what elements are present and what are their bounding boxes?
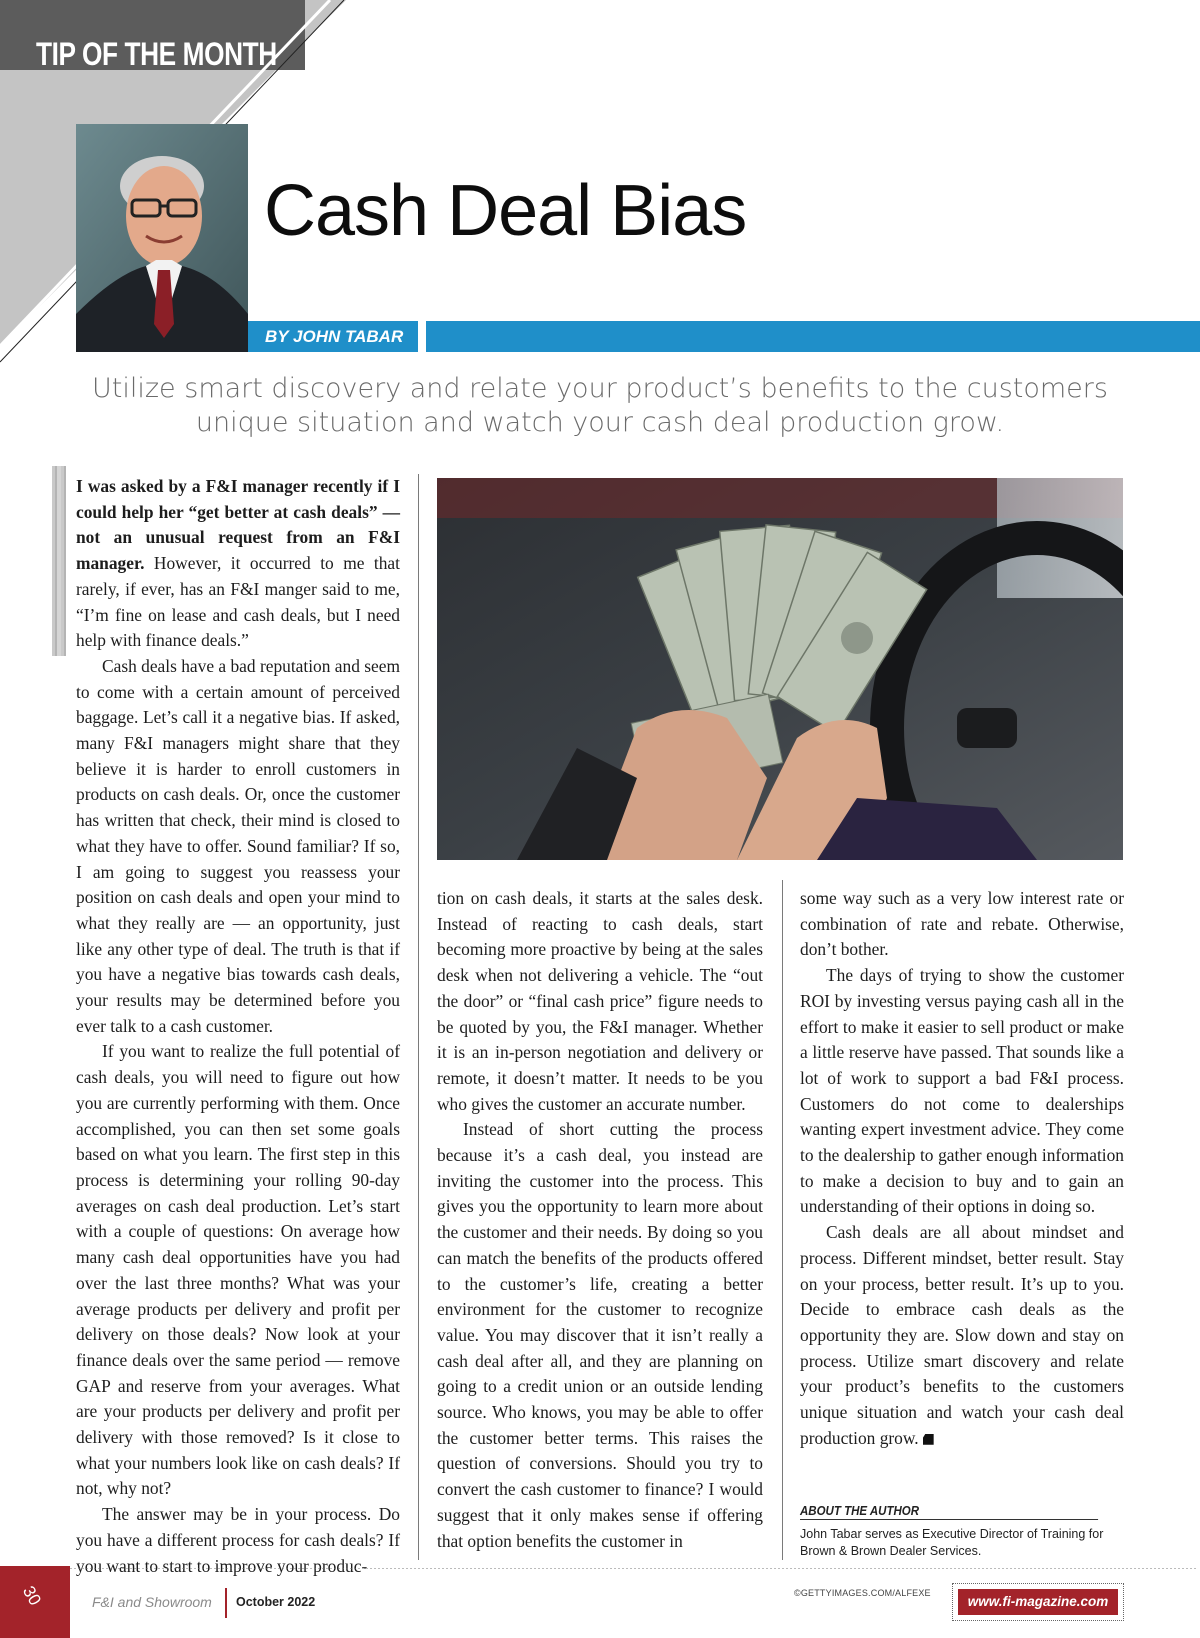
issue-date: October 2022 bbox=[236, 1595, 316, 1609]
paragraph: The answer may be in your process. Do you have a different process for cash deals? If you want to start to improve your produc- bbox=[76, 1504, 400, 1576]
lead-paragraph bbox=[76, 474, 400, 654]
footer-separator bbox=[225, 1588, 227, 1618]
paragraph: Cash deals have a bad reputation and seem to come with a certain amount of perceived baggage. Let’s call it a negative bias. If asked, many F&I managers might share that they believe it is harder to enroll customers in products on cash deals. Or, once the customer has written that check, their mind is closed to what they have to offer. Sound familiar? If so, I am going to suggest you reassess your position on cash deals and open your mind to what they really are — an opportunity, just like any other type of deal. The truth is that if you have a negative bias towards cash deals, your results may be determined before you ever talk to a cash customer. bbox=[76, 655, 400, 1036]
paragraph: If you want to realize the full potential of cash deals, you will need to figure out how you are currently performing with them. Once accomplished, you can then set some goals based on what you learn. The first step in this process is determining your rolling 90-day averages on cash deal production. Let’s start with a couple of questions: On average how many cash deal opportunities have you had over the last three months? What was your average products per delivery and profit per delivery on those deals? Now look at your finance deals over the same period — remove GAP and reserve from your averages. What are your products per delivery and profit per delivery with those removed? Is it close to what your numbers look like on cash deals? If not, why not? bbox=[76, 1041, 400, 1499]
paragraph: The days of trying to show the customer ROI by investing versus paying cash all in the effort to make it easier to sell product or make a little reserve have passed. That sounds like a lot of work to support a bad F&I process. Customers do not come to dealerships wanting expert investment advice. They come to the dealership to gather enough information to make a decision to buy and to gain an understanding of their options in doing so. bbox=[800, 965, 1124, 1217]
section-banner: TIP OF THE MONTH bbox=[36, 36, 277, 72]
closing-text: Cash deals are all about mindset and process. Different mindset, better result. Stay on your process, better result. It’s up to you. Decide to embrace cash deals as the opportunity they are. Slow down and stay on process. Utilize smart discovery and relate your product’s benefits to the customers unique situation and watch your cash deal production grow. bbox=[800, 1222, 1124, 1448]
lead-bold-text: I was asked by a F&I manager recently if I could help her “get better at cash deals” — not an unusual request from an F&I manager. bbox=[76, 476, 400, 574]
paragraph: some way such as a very low interest rate or combination of rate and rebate. Otherwise, don’t bother. bbox=[800, 888, 1124, 960]
column-divider bbox=[418, 474, 419, 1560]
deck-line-2: unique situation and watch your cash deal production grow. bbox=[195, 407, 1005, 438]
article-column-2 bbox=[437, 886, 763, 1554]
byline-accent-bar bbox=[426, 321, 1200, 352]
paragraph: Instead of short cutting the process because it’s a cash deal, you instead are inviting the customer into the process. This gives you the opportunity to learn more about the customer and their needs. By doing so you can match the benefits of the products offered to the customer’s life, creating a better environment for the customer to recognize value. You may discover that it isn’t really a cash deal after all, and they are planning on going to a credit union or an outside lending source. Who knows, you may be able to offer the customer better terms. This raises the question of conversions. Should you try to convert the cash customer to finance? I would suggest that it only makes sense if offering that option benefits the customer in bbox=[437, 1119, 763, 1551]
about-author-text: John Tabar serves as Executive Director of Training for Brown & Brown Dealer Services. bbox=[800, 1527, 1104, 1558]
closing-paragraph bbox=[800, 1220, 1124, 1451]
lead-rest-text: However, it occurred to me that rarely, if ever, has an F&I manger said to me, “I’m fine on lease and cash deals, but I need help with finance deals.” bbox=[76, 553, 400, 651]
hero-photo-cash-in-car bbox=[437, 478, 1123, 860]
column-divider bbox=[782, 880, 783, 1560]
end-of-article-icon bbox=[923, 1434, 934, 1445]
article-column-3 bbox=[800, 886, 1124, 1451]
article-column-1 bbox=[76, 474, 400, 1579]
article-deck bbox=[60, 372, 1140, 440]
paragraph: tion on cash deals, it starts at the sales desk. Instead of reacting to cash deals, start becoming more proactive by being at the sales desk when not delivering a vehicle. The “out the door” or “final cash price” figure needs to be quoted by you, the F&I manager. Whether it is an in-person negotiation and delivery or remote, it doesn’t matter. It needs to be you who gives the customer an accurate number. bbox=[437, 888, 763, 1114]
article-title: Cash Deal Bias bbox=[264, 171, 747, 251]
about-author-heading: ABOUT THE AUTHOR bbox=[800, 1504, 1098, 1520]
decorative-side-texture bbox=[52, 466, 66, 656]
magazine-url-link[interactable]: www.fi-magazine.com bbox=[958, 1589, 1118, 1615]
photo-credit: ©GETTYIMAGES.COM/ALFEXE bbox=[794, 1588, 931, 1598]
publication-name: F&I and Showroom bbox=[92, 1594, 212, 1610]
byline: BY JOHN TABAR bbox=[248, 321, 418, 352]
deck-line-1: Utilize smart discovery and relate your product’s benefits to the customers bbox=[92, 373, 1108, 404]
page-number: 30 bbox=[18, 1582, 45, 1609]
page-number-tab bbox=[0, 1566, 70, 1638]
author-portrait bbox=[76, 124, 248, 352]
